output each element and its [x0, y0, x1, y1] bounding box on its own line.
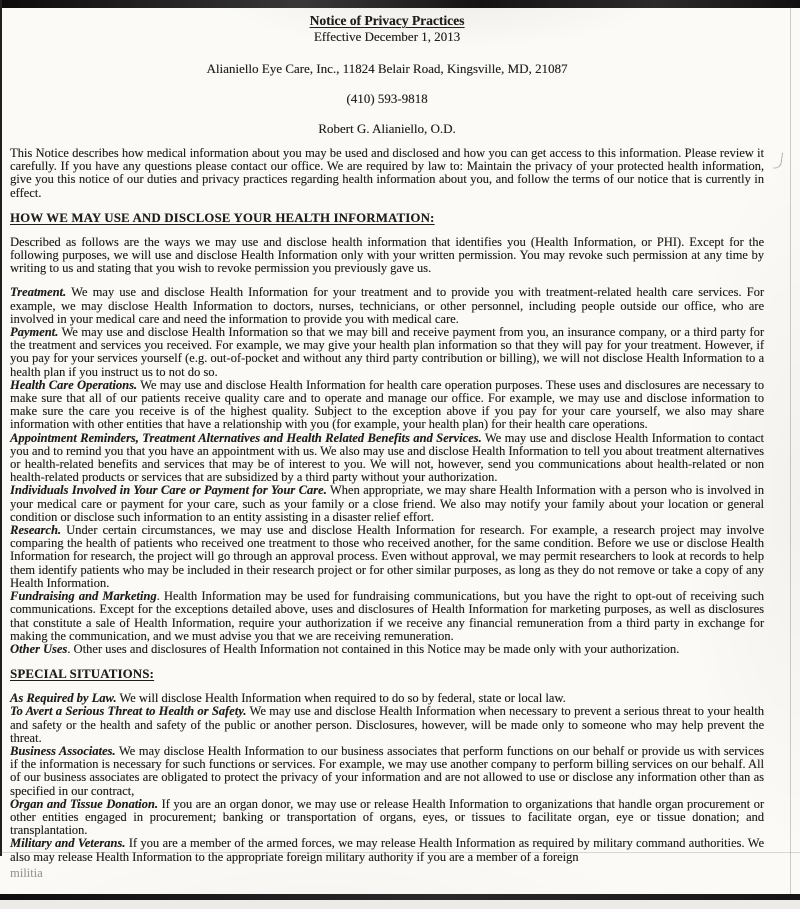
effective-date: Effective December 1, 2013	[313, 29, 461, 44]
paragraph-label: Appointment Reminders, Treatment Alternatives and Health Related Benefits and Services.	[10, 430, 482, 445]
paragraph-text: If you are a member of the armed forces, we may release Health Information as required by military command authorities. We also may release Health Information to the appropriate foreign military authority if you are a member of a foreign	[10, 836, 764, 864]
paragraph-payment	[10, 326, 764, 379]
section-heading-use-and-disclose: HOW WE MAY USE AND DISCLOSE YOUR HEALTH INFORMATION:	[10, 210, 435, 225]
paragraph-label: Research.	[10, 523, 62, 538]
paragraph-text: Under certain circumstances, we may use and disclose Health Information for research. For example, a research project may involve comparing the health of patients who received one treatment to those who received another, for the same condition. Before we use or disclose Health Information for research, the project will go through an approval process. Even without approval, we may permit researchers to look at records to help them identify patients who may be included in their research project or for other similar purposes, as long as they do not remove or take a copy of any Health Information.	[10, 523, 764, 590]
paragraph-research	[10, 524, 764, 590]
paragraph-text: We may use and disclose Health Information so that we may bill and receive payment from you, an insurance company, or a third party for the treatment and services you received. For example, we may give your health plan information so that they will pay for your treatment. However, if you pay for your services yourself (e.g. out-of-pocket and without any third party contribution or billing), we will not disclose Health Information to a health plan if you instruct us to not do so.	[10, 325, 764, 379]
paragraph-avert-serious-threat	[10, 705, 764, 745]
paragraph-text: . Other uses and disclosures of Health Information not contained in this Notice may be made only with your authorization.	[67, 641, 680, 656]
scan-edge-right	[790, 6, 791, 896]
doctor-name: Robert G. Alianiello, O.D.	[318, 121, 456, 136]
intro-paragraph: This Notice describes how medical information about you may be used and disclosed and how you can get access to this information. Please review it carefully. If you have any questions please contact our office. We are required by law to: Maintain the privacy of your protected health information, give you this notice of our duties and privacy practices regarding health information about you, and follow the terms of our notice that is currently in effect.	[10, 146, 764, 200]
paragraph-label: Fundraising and Marketing	[10, 589, 157, 604]
paragraph-text: We may use and disclose Health Information for health care operation purposes. These uses and disclosures are necessary to make sure that all of our patients receive quality care and to operate and manage our office. For example, we may use and disclose information to make sure the care you receive is of the highest quality. Subject to the exception above if you pay for your care yourself, we also may share information with other entities that have a relationship with you (for example, your health plan) for their health care operations.	[10, 377, 764, 432]
section-heading-special-situations: SPECIAL SITUATIONS:	[10, 667, 155, 682]
document-content	[10, 13, 764, 880]
document-title: Notice of Privacy Practices	[309, 13, 465, 28]
paragraph-text: We may use and disclose Health Information when necessary to prevent a serious threat to your health and safety or the health and safety of the public or another person. Disclosures, however, will be made only to someone who may help prevent the threat.	[10, 704, 764, 745]
scan-artifact-mark	[773, 152, 783, 170]
practice-name-address: Alianiello Eye Care, Inc., 11824 Belair Road, Kingsville, MD, 21087	[206, 61, 568, 76]
scan-rule-faint	[0, 852, 800, 853]
paragraph-label: Individuals Involved in Your Care or Payment for Your Care.	[10, 483, 327, 498]
paragraph-text: We may use and disclose Health Information for your treatment and to provide you with treatment-related health care services. For example, we may disclose Health Information to doctors, nurses, technicians, or other personnel, including people outside our office, who are involved in your medical care and need the information to provide you with medical care.	[10, 285, 764, 326]
paragraph-label: Payment.	[10, 325, 59, 340]
paragraph-label: To Avert a Serious Threat to Health or Safety.	[10, 704, 247, 719]
special-situations-items	[10, 692, 764, 864]
paragraph-treatment	[10, 286, 764, 326]
paragraph-text: We may disclose Health Information to our business associates that perform functions on our behalf or provide us with services if the information is necessary for such functions or services. For example, we may use another company to perform billing services on our behalf. All of our business associates are obligated to protect the privacy of your information and are not allowed to use or disclose any information other than as specified in our contract,	[10, 743, 764, 798]
paragraph-health-care-operations	[10, 379, 764, 432]
paragraph-label: Treatment.	[10, 285, 67, 300]
cutoff-text: militia	[10, 865, 43, 880]
cutoff-line-fragment	[10, 864, 764, 880]
paragraph-organ-tissue-donation	[10, 798, 764, 838]
paragraph-text: When appropriate, we may share Health Information with a person who is involved in your medical care or payment for your care, such as your family or a close friend. We also may notify your family about your location or general condition or disclose such information to an entity assisting in a disaster relief effort.	[10, 483, 764, 524]
use-disclose-items	[10, 286, 764, 656]
paragraph-individuals-involved	[10, 484, 764, 524]
paragraph-text: We will disclose Health Information when required to do so by federal, state or local law.	[116, 691, 566, 706]
paragraph-other-uses	[10, 643, 764, 656]
scan-edge-left	[0, 0, 2, 856]
paragraph-appointment-reminders	[10, 432, 764, 485]
paragraph-text: . Health Information may be used for fundraising communications, but you have the right to opt-out of receiving such communications. Except for the exceptions detailed above, uses and disclosures of Health Information for marketing purposes, as well as disclosures that constitute a sale of Health Information, require your authorization if we receive any financial remuneration from a third party in exchange for making the communication, and we must advise you that we are receiving remuneration.	[10, 589, 764, 643]
scan-edge-top	[0, 0, 800, 8]
paragraph-fundraising-marketing	[10, 590, 764, 643]
paragraph-label: Other Uses	[10, 641, 68, 656]
phone-number: (410) 593-9818	[346, 91, 428, 106]
paragraph-label: Organ and Tissue Donation.	[10, 796, 158, 811]
paragraph-label: Military and Veterans.	[10, 836, 126, 851]
paragraph-business-associates	[10, 745, 764, 798]
paragraph-military-veterans	[10, 837, 764, 863]
scan-below-bottom	[0, 900, 800, 909]
paragraph-label: Business Associates.	[10, 743, 116, 758]
paragraph-text: We may use and disclose Health Information to contact you and to remind you that you have an appointment with us. We also may use and disclose Health Information to tell you about treatment alternatives or health-related benefits and services that may be of interest to you. We will not, however, send you communications about health-related or non health-related products or services that are subsidized by a third party without your authorization.	[10, 430, 764, 485]
paragraph-label: As Required by Law.	[10, 691, 117, 706]
section-intro-paragraph: Described as follows are the ways we may use and disclose health information that identifies you (Health Information, or PHI). Except for the following purposes, we will use and disclose Health Information only with your written permission. You may revoke such permission at any time by writing to us and stating that you wish to revoke permission you previously gave us.	[10, 234, 764, 276]
paragraph-label: Health Care Operations.	[10, 377, 138, 392]
paragraph-text: If you are an organ donor, we may use or release Health Information to organizations that handle organ procurement or other entities engaged in procurement; banking or transportation of organs, eyes, or tissues to facilitate organ, eye or tissue donation; and transplantation.	[10, 796, 764, 838]
